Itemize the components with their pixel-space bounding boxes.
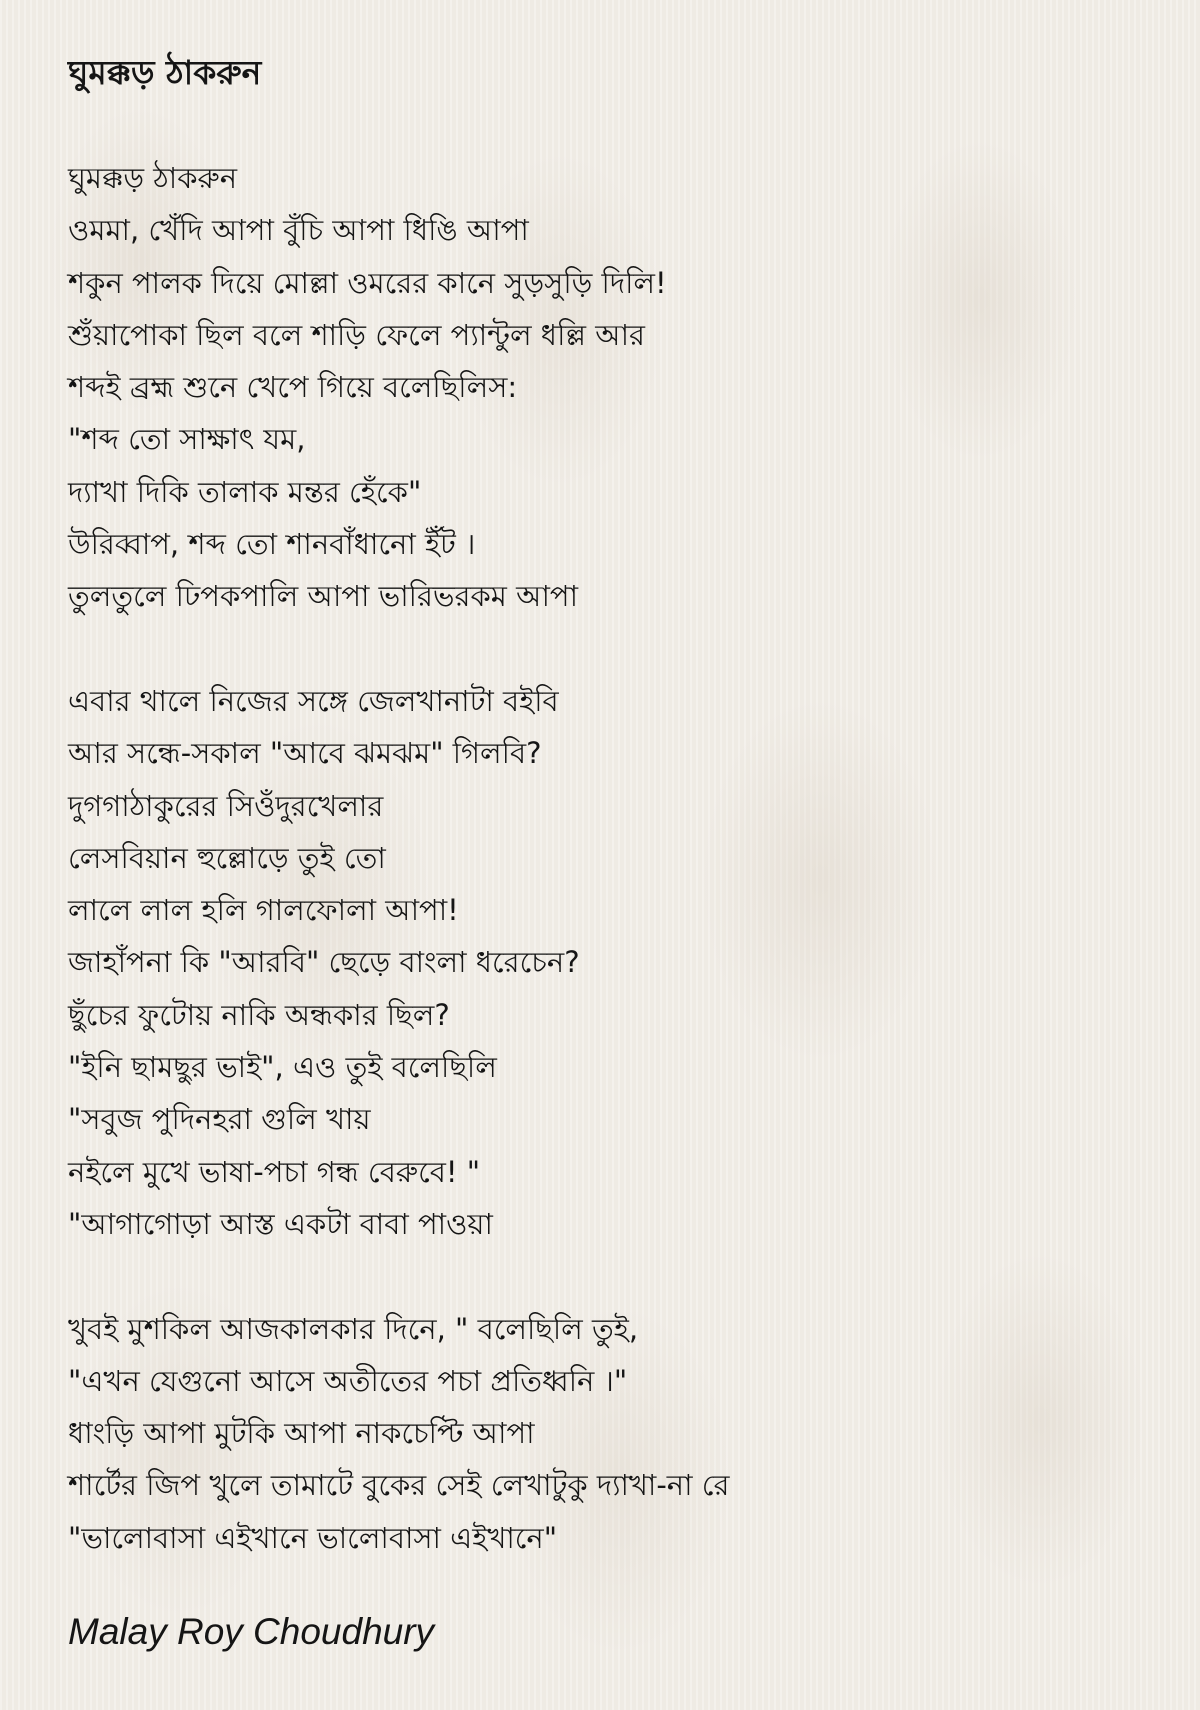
stanza-break — [68, 1250, 1168, 1302]
poem-line: "ইনি ছামছুর ভাই", এও তুই বলেছিলি — [68, 1050, 497, 1085]
poem-line: শব্দই ব্রহ্ম শুনে খেপে গিয়ে বলেছিলিস: — [68, 370, 518, 405]
poem-line: শুঁয়াপোকা ছিল বলে শাড়ি ফেলে প্যান্টুল ধল্লি আর — [68, 317, 645, 352]
poem-line: "সবুজ পুদিনহরা গুলি খায় — [68, 1102, 371, 1137]
poem-line: জাহাঁপনা কি "আরবি" ছেড়ে বাংলা ধরেচেন? — [68, 945, 580, 980]
poem-line: ঘুমক্কড় ঠাকরুন — [68, 161, 238, 195]
poem-line: ছুঁচের ফুটোয় নাকি অন্ধকার ছিল? — [68, 997, 450, 1032]
poem-line: লেসবিয়ান হুল্লোড়ে তুই তো — [68, 840, 386, 875]
poem-author: Malay Roy Choudhury — [68, 1611, 435, 1652]
poem-line: দুগগাঠাকুরের সিওঁদুরখেলার — [68, 788, 384, 823]
poem-line: "ভালোবাসা এইখানে ভালোবাসা এইখানে" — [68, 1520, 558, 1555]
poem-line: "আগাগোড়া আস্ত একটা বাবা পাওয়া — [68, 1206, 493, 1241]
poem-line: উরিব্বাপ, শব্দ তো শানবাঁধানো ইঁট । — [68, 527, 476, 562]
poem-line: ধাংড়ি আপা মুটকি আপা নাকচেপ্টি আপা — [68, 1416, 535, 1451]
poem-line: "শব্দ তো সাক্ষাৎ যম, — [68, 422, 306, 457]
poem-line: আর সন্ধে-সকাল "আবে ঝমঝম" গিলবি? — [68, 736, 542, 771]
poem-line: তুলতুলে ঢিপকপালি আপা ভারিভরকম আপা — [68, 579, 579, 614]
poem-line: এবার থালে নিজের সঙ্গে জেলখানাটা বইবি — [68, 683, 559, 718]
poem-line: "এখন যেগুনো আসে অতীতের পচা প্রতিধ্বনি ।" — [68, 1363, 628, 1398]
poem-line: দ্যাখা দিকি তালাক মন্তর হেঁকে" — [68, 474, 422, 509]
poem-line: নইলে মুখে ভাষা-পচা গন্ধ বেরুবে! " — [68, 1154, 481, 1189]
poem-title: ঘুমক্কড় ঠাকরুন — [68, 53, 262, 92]
stanza-break — [68, 623, 1168, 675]
poem-line: ওমমা, খেঁদি আপা বুঁচি আপা ধিঙি আপা — [68, 213, 529, 248]
poem-line: শকুন পালক দিয়ে মোল্লা ওমরের কানে সুড়সুড়ি দিলি! — [68, 265, 667, 300]
poem-body — [68, 152, 1168, 1564]
poem-line: খুবই মুশকিল আজকালকার দিনে, " বলেছিলি তুই, — [68, 1311, 639, 1346]
poem-line: শার্টের জিপ খুলে তামাটে বুকের সেই লেখাটুকু দ্যাখা-না রে — [68, 1468, 730, 1503]
poem-line: লালে লাল হলি গালফোলা আপা! — [68, 893, 459, 928]
